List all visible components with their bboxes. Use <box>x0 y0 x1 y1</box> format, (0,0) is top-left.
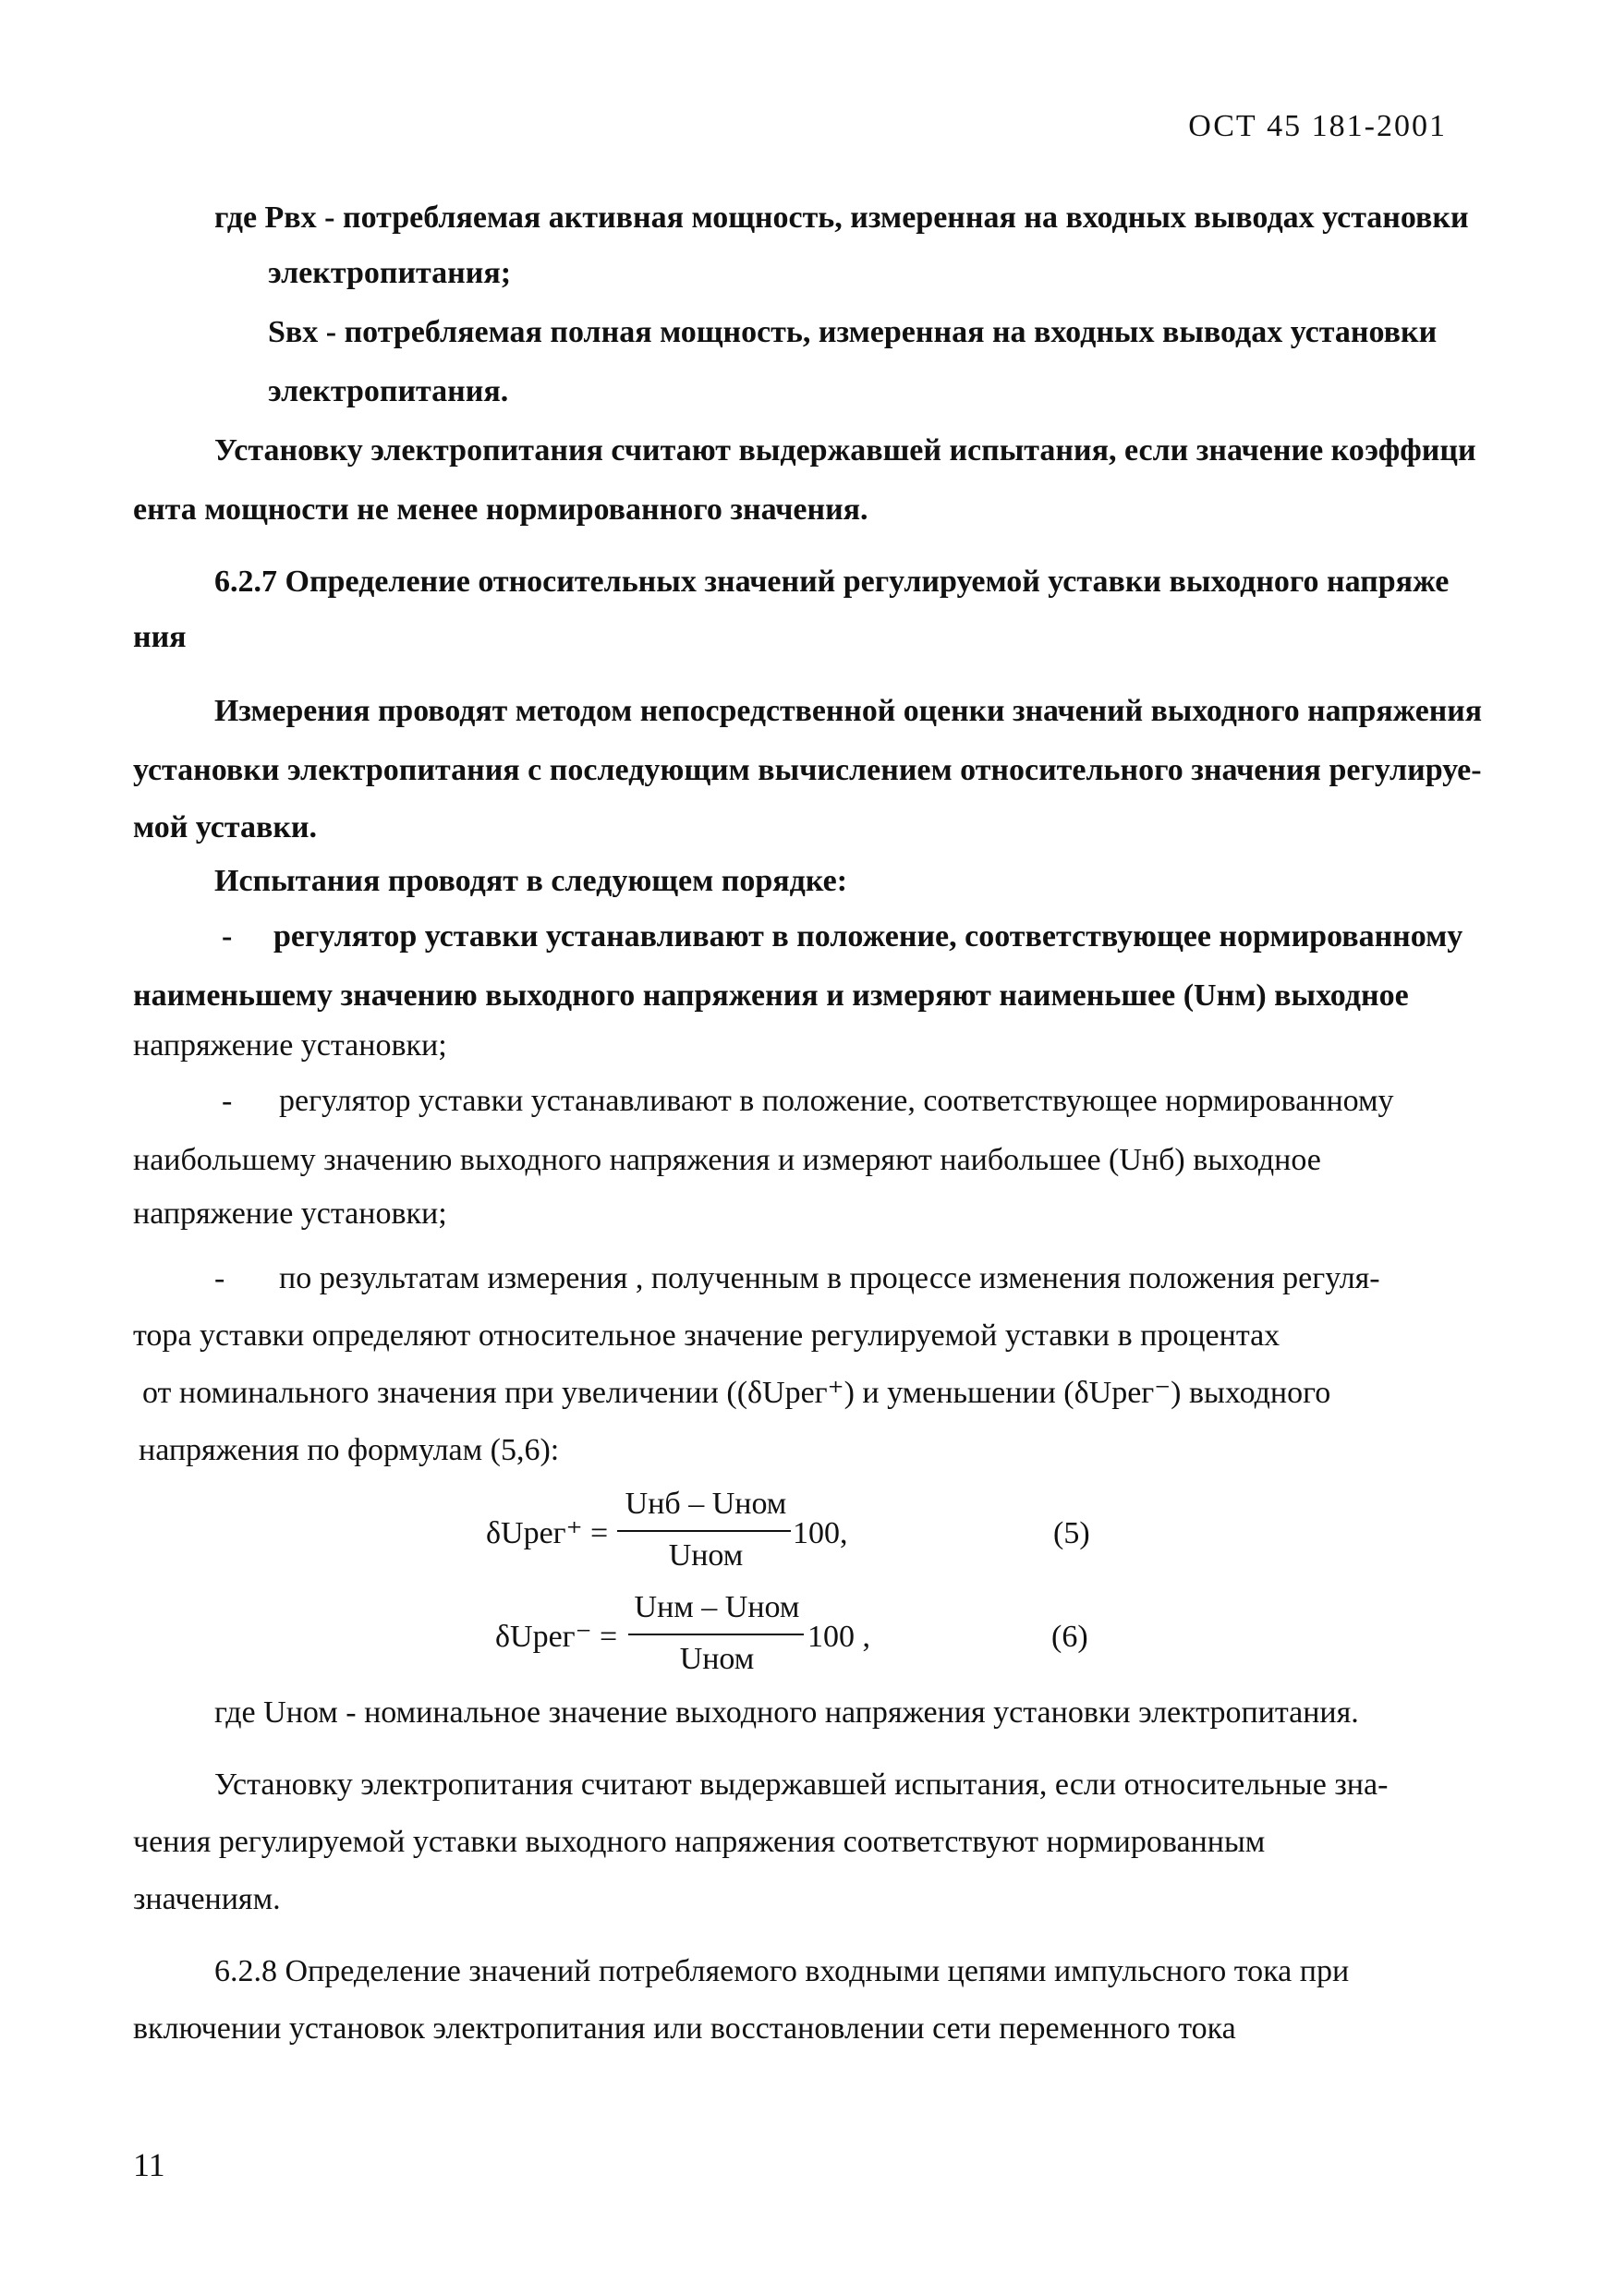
formula-5-factor: 100, <box>793 1516 848 1550</box>
item-1-line-1: регулятор уставки устанавливают в положение, соответствующее нормированному <box>273 919 1463 954</box>
document-code: ОСТ 45 181-2001 <box>1188 109 1447 143</box>
formula-6-numerator: Uнм – Uном <box>634 1590 800 1624</box>
section-627-title: 6.2.7 Определение относительных значений регулируемой уставки выходного напряже <box>214 565 1450 599</box>
formula-6-lhs: δUрег⁻ = <box>495 1620 618 1654</box>
page-number: 11 <box>133 2146 165 2183</box>
measurement-paragraph-3: мой уставки. <box>133 810 318 844</box>
conclusion-power-factor-1: Установку электропитания считают выдержавшей испытания, если значение коэффици <box>214 433 1476 468</box>
item-3-line-2: тора уставки определяют относительное значение регулируемой уставки в процентах <box>133 1318 1280 1353</box>
formula-6-number: (6) <box>1051 1620 1088 1654</box>
test-order-intro: Испытания проводят в следующем порядке: <box>214 864 848 898</box>
formula-6-denominator: Uном <box>679 1642 755 1676</box>
item-3-line-1: по результатам измерения , полученным в процессе изменения положения регуля- <box>279 1261 1380 1295</box>
definition-svx-cont: электропитания. <box>268 374 509 408</box>
conclusion-setpoint-3: значениям. <box>133 1882 281 1916</box>
item-2-line-2: наибольшему значению выходного напряжения и измеряют наибольшее (Uнб) выходное <box>133 1143 1321 1177</box>
conclusion-setpoint-2: чения регулируемой уставки выходного напряжения соответствуют нормированным <box>133 1825 1266 1859</box>
conclusion-setpoint-1: Установку электропитания считают выдержавшей испытания, если относительные зна- <box>214 1768 1389 1802</box>
measurement-paragraph-2: установки электропитания с последующим вычислением относительного значения регулируе- <box>133 753 1482 787</box>
definition-pvx: где Рвх - потребляемая активная мощность, измеренная на входных выводах установки <box>214 200 1469 235</box>
formula-5-denominator: Uном <box>668 1538 744 1573</box>
bullet-1: - <box>222 919 233 954</box>
formula-5-numerator: Uнб – Uном <box>625 1487 787 1521</box>
item-1-line-2: наименьшему значению выходного напряжения и измеряют наименьшее (Uнм) выходное <box>133 978 1409 1013</box>
definition-svx: Sвх - потребляемая полная мощность, измеренная на входных выводах установки <box>268 315 1438 349</box>
definition-pvx-cont: электропитания; <box>268 256 512 290</box>
formula-5-fraction-bar <box>617 1530 791 1532</box>
item-3-line-4: напряжения по формулам (5,6): <box>139 1433 560 1467</box>
bullet-3: - <box>214 1261 225 1295</box>
formula-5-number: (5) <box>1053 1516 1090 1550</box>
measurement-paragraph-1: Измерения проводят методом непосредственной оценки значений выходного напряжения <box>214 694 1482 728</box>
item-3-line-3: от номинального значения при увеличении ((δUрег⁺) и уменьшении (δUрег⁻) выходного <box>142 1376 1331 1410</box>
item-2-line-1: регулятор уставки устанавливают в положение, соответствующее нормированному <box>279 1084 1394 1118</box>
section-628-title-cont: включении установок электропитания или восстановлении сети переменного тока <box>133 2011 1236 2046</box>
item-1-line-3: напряжение установки; <box>133 1028 447 1063</box>
section-628-title: 6.2.8 Определение значений потребляемого входными цепями импульсного тока при <box>214 1954 1350 1988</box>
conclusion-power-factor-2: ента мощности не менее нормированного значения. <box>133 492 868 527</box>
bullet-2: - <box>222 1084 233 1118</box>
section-627-title-cont: ния <box>133 620 187 654</box>
unom-definition: где Uном - номинальное значение выходного напряжения установки электропитания. <box>214 1695 1359 1730</box>
formula-5-lhs: δUрег⁺ = <box>486 1516 609 1550</box>
formula-6-factor: 100 , <box>807 1620 870 1654</box>
formula-6-fraction-bar <box>628 1634 804 1635</box>
item-2-line-3: напряжение установки; <box>133 1197 447 1231</box>
